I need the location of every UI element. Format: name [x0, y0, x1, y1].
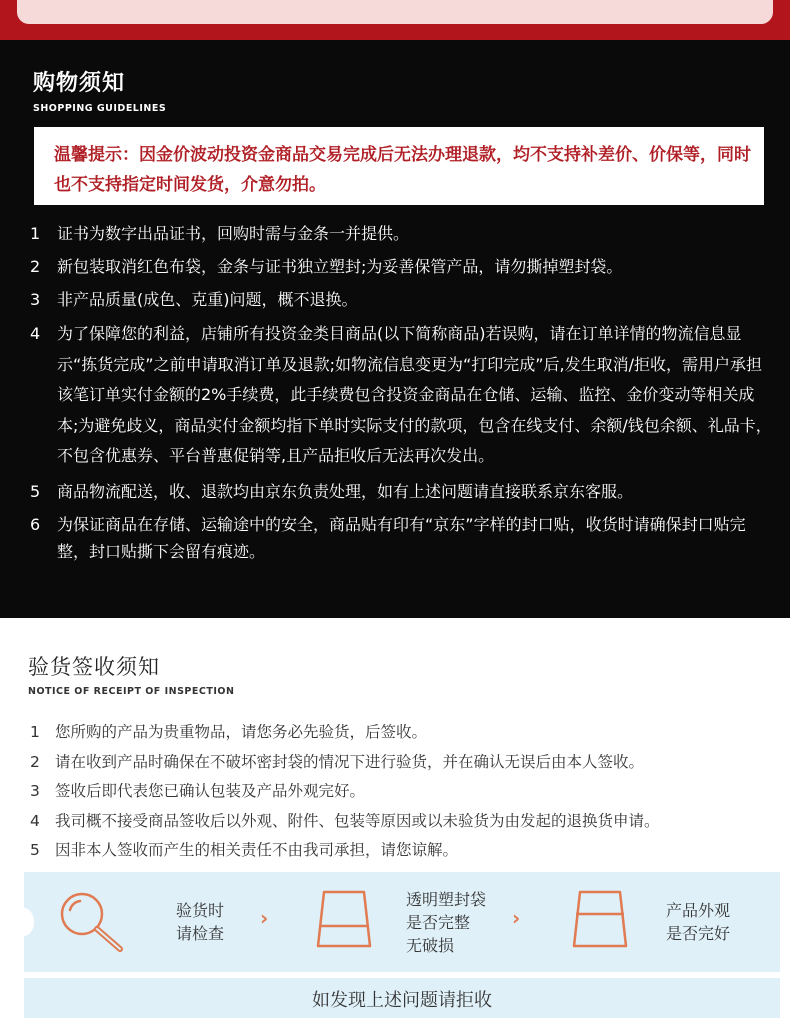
step-label: 验货时 请检查 — [176, 901, 225, 943]
rule-text: 签收后即代表您已确认包装及产品外观完好。 — [55, 782, 366, 800]
rule-number: 3 — [30, 290, 41, 309]
section-title: 验货签收须知 — [28, 655, 160, 679]
reject-notice-text: 如发现上述问题请拒收 — [312, 990, 492, 1011]
rule-number: 5 — [30, 481, 41, 501]
shopping-guidelines-section — [0, 40, 790, 618]
list-item — [30, 220, 774, 247]
rule-text: 我司概不接受商品签收后以外观、附件、包装等原因或以未验货为由发起的退换货申请。 — [55, 811, 660, 830]
inspection-rules-list — [30, 718, 770, 866]
rule-text: 新包装取消红色布袋，金条与证书独立塑封;为妥善保管产品，请勿撕掉塑封袋。 — [57, 257, 623, 276]
warning-notice-text: 温馨提示：因金价波动投资金商品交易完成后无法办理退款，均不支持补差价、价保等，同时也不支持指定时间发货，介意勿拍。 — [54, 145, 751, 195]
magnifier-icon — [54, 886, 132, 956]
list-item — [30, 777, 770, 805]
shopping-rules-list — [30, 220, 774, 571]
list-item — [30, 718, 770, 746]
rule-text: 请在收到产品时确保在不破坏密封袋的情况下进行验货，并在确认无误后由本人签收。 — [55, 752, 645, 771]
step-card-appearance — [528, 872, 780, 972]
sealed-bag-icon — [314, 888, 374, 950]
rule-text: 您所购的产品为贵重物品，请您务必先验货，后签收。 — [55, 723, 428, 741]
package-icon — [570, 888, 630, 950]
chevron-right-icon: › — [512, 906, 521, 930]
rule-text: 证书为数字出品证书，回购时需与金条一并提供。 — [57, 224, 410, 243]
rule-number: 5 — [30, 841, 40, 859]
rule-number: 2 — [30, 257, 41, 276]
card-notch — [14, 908, 34, 936]
list-item — [30, 511, 774, 565]
rule-text: 非产品质量(成色、克重)问题，概不退换。 — [57, 290, 358, 309]
warning-notice-box — [34, 127, 764, 205]
inspection-steps — [24, 872, 780, 972]
list-item — [30, 253, 774, 280]
rule-text: 因非本人签收而产生的相关责任不由我司承担，请您谅解。 — [55, 841, 459, 859]
rule-number: 1 — [30, 723, 40, 741]
rule-text: 商品物流配送，收、退款均由京东负责处理，如有上述问题请直接联系京东客服。 — [57, 481, 634, 501]
section-title: 购物须知 — [33, 71, 126, 96]
section-subtitle: SHOPPING GUIDELINES — [33, 103, 167, 114]
list-item — [30, 807, 770, 835]
rule-text: 为了保障您的利益，店铺所有投资金类目商品(以下简称商品)若误购，请在订单详情的物流信息显示“拣货完成”之前申请取消订单及退款;如物流信息变更为“打印完成”后,发生取消/拒收，需用户承担该笔订单实付金额的2%手续费，此手续费包含投资金商品在仓储、运输、监控、金价变动等相关成本;为避免歧义，商品实付金额均指下单时实际支付的款项，包含在线支付、余额/钱包余额、礼品卡，不包含优惠券、平台普惠促销等,且产品拒收后无法再次发出。 — [57, 324, 772, 465]
rule-text: 为保证商品在存储、运输途中的安全，商品贴有印有“京东”字样的封口贴，收货时请确保封口贴完整，封口贴撕下会留有痕迹。 — [57, 514, 746, 561]
step-label: 透明塑封袋 是否完整 无破损 — [406, 890, 487, 955]
rule-number: 4 — [30, 811, 40, 830]
list-item — [30, 286, 774, 313]
reject-notice-box — [24, 978, 780, 1018]
chevron-right-icon: › — [260, 906, 269, 930]
rule-number: 3 — [30, 782, 40, 800]
step-card-check — [24, 872, 276, 972]
list-item — [30, 319, 774, 472]
top-banner — [0, 0, 790, 40]
top-banner-panel — [17, 0, 773, 24]
step-label: 产品外观 是否完好 — [666, 901, 731, 943]
inspection-notice-section — [0, 618, 790, 1011]
section-subtitle: NOTICE OF RECEIPT OF INSPECTION — [28, 686, 235, 697]
list-item — [30, 478, 774, 505]
rule-number: 2 — [30, 752, 40, 771]
rule-number: 4 — [30, 324, 41, 343]
rule-number: 1 — [30, 224, 41, 243]
step-card-sealed-bag — [276, 872, 528, 972]
rule-number: 6 — [30, 514, 41, 534]
list-item — [30, 836, 770, 864]
list-item — [30, 748, 770, 776]
